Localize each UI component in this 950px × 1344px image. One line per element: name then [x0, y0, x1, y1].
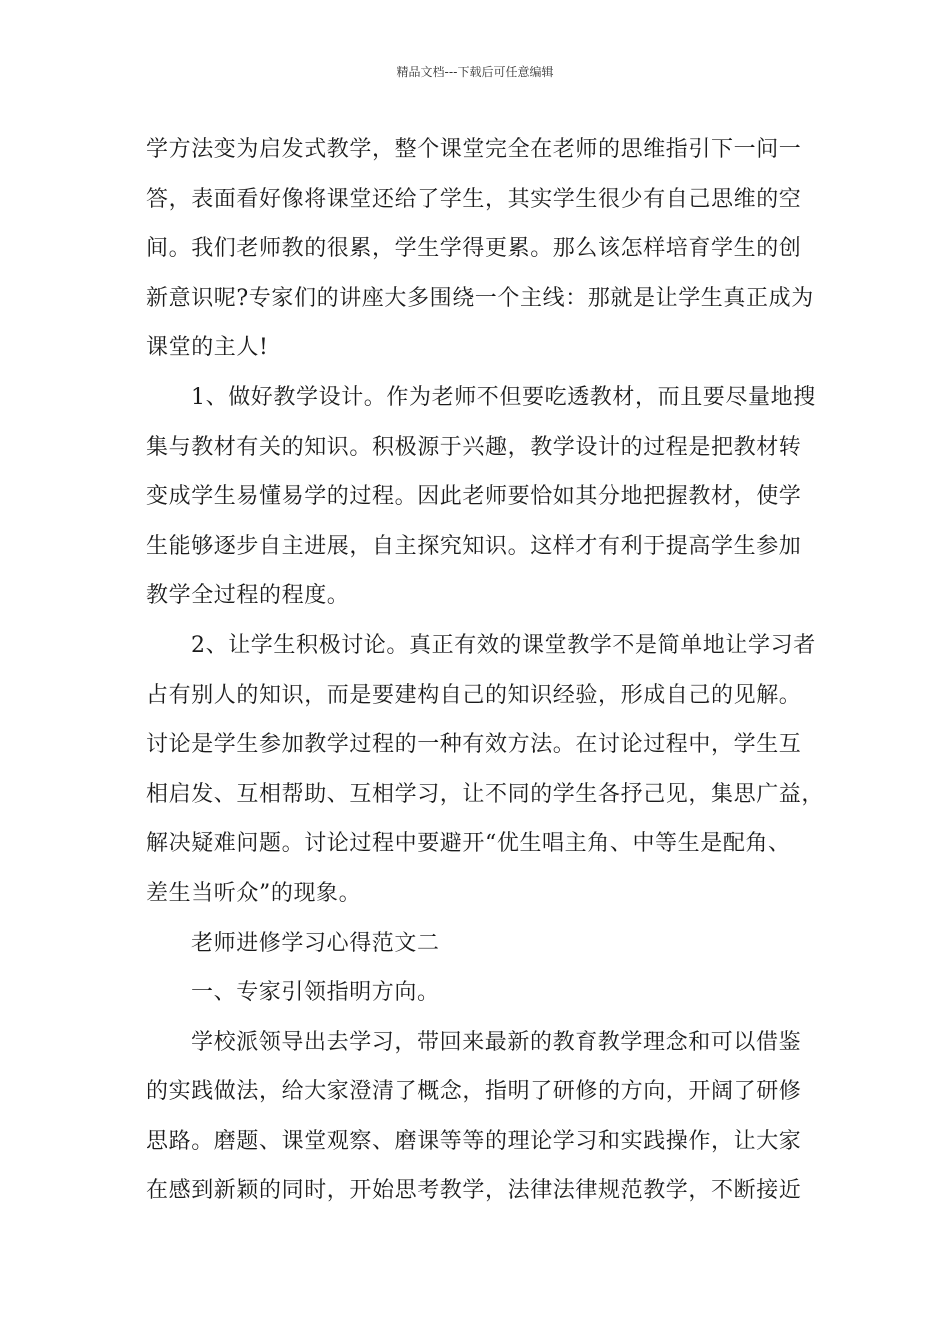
- text-line: 差生当听众”的现象。: [146, 880, 362, 906]
- section-title: [146, 919, 809, 969]
- text-line: 变成学生易懂易学的过程。因此老师要恰如其分地把握教材，使学: [146, 484, 802, 510]
- paragraph-2: [146, 373, 816, 621]
- text-line: 占有别人的知识，而是要建构自己的知识经验，形成自己的见解。: [146, 682, 802, 708]
- text-line: 答，表面看好像将课堂还给了学生，其实学生很少有自己思维的空: [146, 186, 802, 212]
- paragraph-3: [146, 621, 825, 919]
- text-line: 教学全过程的程度。: [146, 583, 350, 609]
- text-line: 新意识呢?专家们的讲座大多围绕一个主线：那就是让学生真正成为: [146, 285, 814, 311]
- text-line: 课堂的主人!: [146, 335, 269, 361]
- text-line: 1、做好教学设计。作为老师不但要吃透教材，而且要尽量地搜: [191, 384, 816, 410]
- text-line: 生能够逐步自主进展，自主探究知识。这样才有利于提高学生参加: [146, 533, 802, 559]
- text-line: 讨论是学生参加教学过程的一种有效方法。在讨论过程中，学生互: [146, 732, 802, 758]
- paragraph-4: [146, 1018, 809, 1216]
- text-line: 一、专家引领指明方向。: [191, 980, 440, 1006]
- text-line: 老师进修学习心得范文二: [191, 930, 440, 956]
- paragraph-1: [146, 125, 814, 373]
- text-line: 学校派领导出去学习，带回来最新的教育教学理念和可以借鉴: [191, 1029, 802, 1055]
- text-line: 集与教材有关的知识。积极源于兴趣，教学设计的过程是把教材转: [146, 434, 802, 460]
- text-line: 的实践做法，给大家澄清了概念，指明了研修的方向，开阔了研修: [146, 1079, 802, 1105]
- text-line: 学方法变为启发式教学，整个课堂完全在老师的思维指引下一问一: [146, 137, 802, 162]
- text-line: 解决疑难问题。讨论过程中要避开“优生唱主角、中等生是配角、: [146, 831, 791, 857]
- page-header: 精品文档---下载后可任意编辑: [396, 65, 554, 79]
- text-line: 思路。磨题、课堂观察、磨课等等的理论学习和实践操作，让大家: [146, 1128, 802, 1154]
- text-line: 间。我们老师教的很累，学生学得更累。那么该怎样培育学生的创: [146, 236, 802, 262]
- text-line: 2、让学生积极讨论。真正有效的课堂教学不是简单地让学习者: [191, 632, 816, 658]
- text-line: 相启发、互相帮助、互相学习，让不同的学生各抒己见，集思广益，: [146, 781, 825, 807]
- text-line: 在感到新颖的同时，开始思考教学，法律法律规范教学，不断接近: [146, 1178, 802, 1204]
- subsection-heading: [146, 968, 809, 1018]
- document-body: [146, 125, 825, 1216]
